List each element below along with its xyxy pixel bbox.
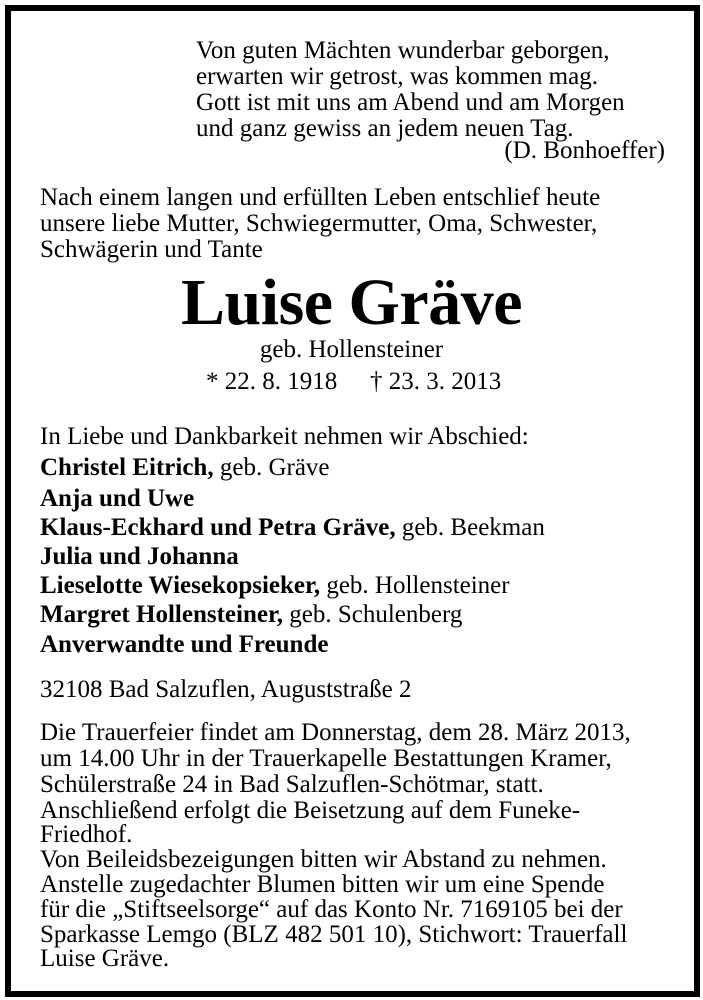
mourner-entry <box>40 632 328 657</box>
mourner-name: Julia und Johanna <box>40 543 239 570</box>
poem-line: Von guten Mächten wunderbar geborgen, <box>196 37 610 64</box>
mourner-entry <box>40 486 194 511</box>
mourners-heading: In Liebe und Dankbarkeit nehmen wir Abschied: <box>40 423 529 450</box>
mourner-entry <box>40 455 330 480</box>
mourner-suffix: geb. Gräve <box>213 454 330 481</box>
funeral-line: Anstelle zugedachter Blumen bitten wir um eine Spende <box>40 871 605 898</box>
mourner-name: Lieselotte Wiesekopsieker, <box>40 572 321 599</box>
mourner-entry <box>40 573 510 598</box>
funeral-line: Schülerstraße 24 in Bad Salzuflen-Schötmar, statt. <box>40 771 544 798</box>
mourner-suffix: geb. Schulenberg <box>283 601 463 628</box>
mourner-name: Anverwandte und Freunde <box>40 631 329 658</box>
poem-line: erwarten wir getrost, was kommen mag. <box>196 63 598 90</box>
funeral-line: für die „Stiftseelsorge“ auf das Konto Nr. 7169105 bei der <box>40 896 623 923</box>
mourner-entry <box>40 544 239 569</box>
intro-line: Nach einem langen und erfüllten Leben entschlief heute <box>40 184 601 211</box>
poem-author: (D. Bonhoeffer) <box>504 137 665 164</box>
intro-line: unsere liebe Mutter, Schwiegermutter, Oma, Schwester, <box>40 210 598 237</box>
poem-line: Gott ist mit uns am Abend und am Morgen <box>196 89 625 116</box>
mourner-suffix: geb. Beekman <box>395 514 545 541</box>
funeral-line: um 14.00 Uhr in der Trauerkapelle Bestattungen Kramer, <box>40 745 612 772</box>
funeral-line: Luise Gräve. <box>40 945 170 972</box>
death-date: † 23. 3. 2013 <box>370 368 502 395</box>
mourner-name: Anja und Uwe <box>40 485 195 512</box>
mourner-name: Christel Eitrich, <box>40 454 214 481</box>
funeral-line: Friedhof. <box>40 821 133 848</box>
intro-line: Schwägerin und Tante <box>40 236 263 263</box>
mourner-name: Margret Hollensteiner, <box>40 601 283 628</box>
funeral-line: Von Beileidsbezeigungen bitten wir Abstand zu nehmen. <box>40 846 607 873</box>
funeral-line: Sparkasse Lemgo (BLZ 482 501 10), Stichwort: Trauerfall <box>40 921 628 948</box>
birth-name: geb. Hollensteiner <box>259 336 444 363</box>
funeral-line: Die Trauerfeier findet am Donnerstag, dem 28. März 2013, <box>40 719 631 746</box>
funeral-line: Anschließend erfolgt die Beisetzung auf dem Funeke- <box>40 797 581 824</box>
mourner-suffix: geb. Hollensteiner <box>320 572 510 599</box>
mourner-entry <box>40 602 462 627</box>
mourner-name: Klaus-Eckhard und Petra Gräve, <box>40 514 396 541</box>
poem-line: und ganz gewiss an jedem neuen Tag. <box>196 115 574 142</box>
birth-date: * 22. 8. 1918 <box>206 368 338 395</box>
deceased-name: Luise Gräve <box>181 266 522 339</box>
family-address: 32108 Bad Salzuflen, Auguststraße 2 <box>40 676 412 703</box>
mourner-entry <box>40 515 545 540</box>
